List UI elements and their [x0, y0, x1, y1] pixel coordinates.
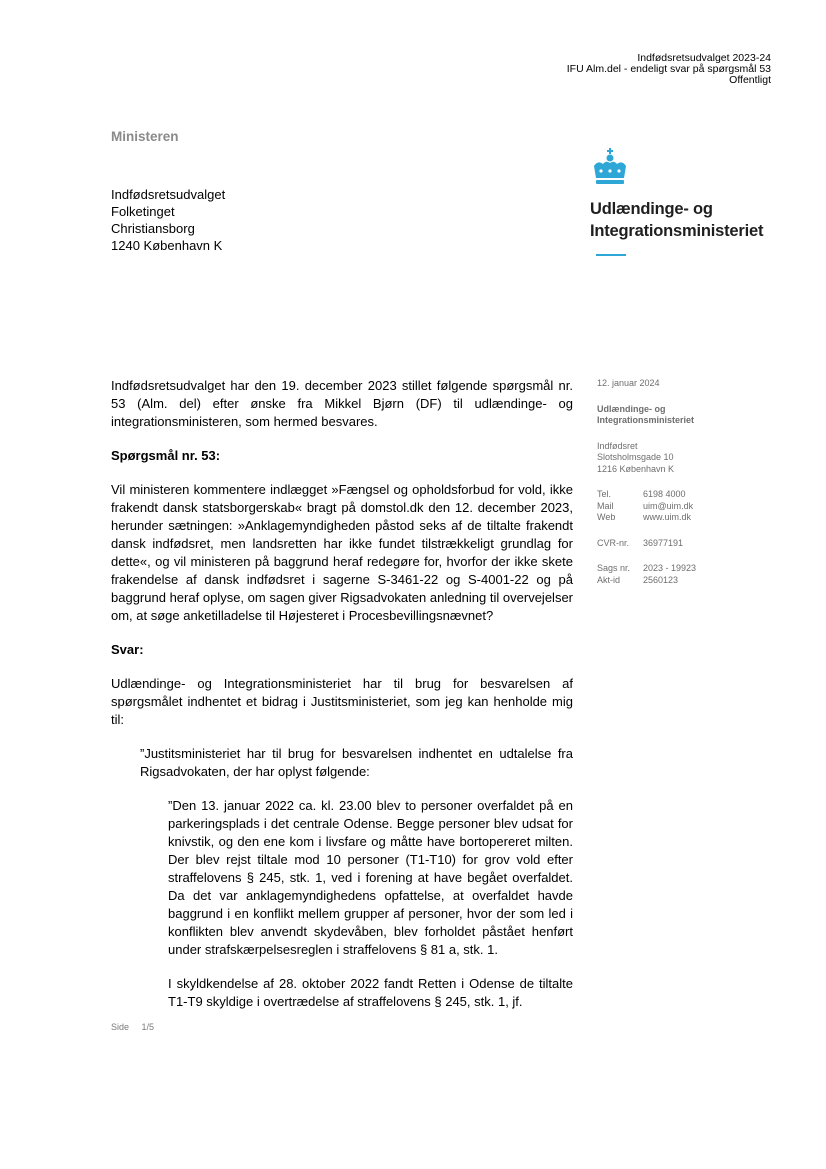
ministry-name-line-1: Udlændinge- og — [590, 200, 713, 218]
contact-value[interactable]: uim@uim.dk — [643, 500, 694, 511]
quote-paragraph-1: ”Justitsministeriet har til brug for besvarelsen indhentet en udtalelse fra Rigsadvokaten, der har oplyst følgende: — [140, 746, 573, 779]
letter-body — [111, 377, 573, 1027]
sidebar-org-line-2: Integrationsministeriet — [597, 415, 695, 425]
sidebar-cvr — [597, 538, 797, 550]
case-row — [597, 575, 797, 587]
sidebar-info — [597, 378, 797, 600]
recipient-line: Folketinget — [111, 204, 175, 219]
header-line-1: Indfødsretsudvalget 2023-24 — [637, 52, 771, 64]
logo-accent-line — [596, 254, 626, 256]
recipient-line: 1240 København K — [111, 238, 223, 253]
cvr-key: CVR-nr. — [597, 537, 630, 548]
page-footer — [111, 1022, 164, 1032]
sidebar-org-line-1: Udlændinge- og — [597, 403, 666, 414]
recipient-address — [111, 186, 225, 254]
sidebar-address-line: Indfødsret — [597, 440, 638, 451]
contact-key: Mail — [597, 500, 614, 511]
sidebar-address-line: Slotsholmsgade 10 — [597, 452, 674, 462]
page-number: 1/5 — [141, 1022, 155, 1032]
sidebar-case — [597, 563, 797, 586]
contact-row — [597, 512, 797, 524]
footer-label: Side — [111, 1022, 130, 1032]
intro-paragraph: Indfødsretsudvalget har den 19. december 2023 stillet følgende spørgsmål nr. 53 (Alm. del) efter ønske fra Mikkel Bjørn (DF) til udlændinge- og integrationsministeren, som hermed besvares. — [111, 378, 573, 429]
case-row — [597, 563, 797, 575]
contact-value[interactable]: www.uim.dk — [643, 512, 692, 522]
quote-paragraph-3: I skyldkendelse af 28. oktober 2022 fandt Retten i Odense de tiltalte T1-T9 skyldige i overtrædelse af straffelovens § 245, stk. 1, jf. — [168, 976, 573, 1009]
question-paragraph: Vil ministeren kommentere indlægget »Fængsel og opholdsforbud for vold, ikke frakendt dansk statsborgerskab« bragt på domstol.dk den 12. december 2023, herunder sætningen: »Anklagemyndigheden påstod seks af de tiltalte frakendt dansk indfødsret, men landsretten har ikke fundet tilstrækkeligt grundlag for dette«, og vil ministeren på baggrund heraf redegøre for, hvorfor der ikke skete frakendelse af dansk indfødsret i sagerne S-3461-22 og S-4001-22 og på baggrund heraf oplyse, om sagen giver Rigsadvokaten anledning til overvejelser om, at søge anketilladelse til Højesteret i Procesbevillingsnævnet? — [111, 482, 573, 623]
ministry-logo — [590, 148, 770, 256]
case-value: 2023 - 19923 — [643, 563, 697, 573]
contact-key: Tel. — [597, 489, 612, 499]
answer-heading: Svar: — [111, 642, 144, 657]
ministry-name-line-2: Integrationsministeriet — [590, 222, 764, 240]
ministry-name — [590, 198, 770, 242]
letter-date: 12. januar 2024 — [597, 378, 660, 388]
sender-label: Ministeren — [111, 129, 179, 144]
question-heading: Spørgsmål nr. 53: — [111, 448, 221, 463]
quote-paragraph-2: ”Den 13. januar 2022 ca. kl. 23.00 blev to personer overfaldet på en parkeringsplads i det centrale Odense. Begge personer blev udsat for knivstik, og den ene kom i livsfare og måtte have bortopereret milten. Der blev rejst tiltale mod 10 personer (T1-T10) for grov vold efter straffelovens § 245, stk. 1, ved i forening at have begået overfaldet. Da det var anklagemyndighedens opfattelse, at overfaldet havde baggrund i en konflikt mellem grupper af personer, hvor der som led i konflikten blev anvendt skydevåben, blev forholdet påstået henført under strafskærpelsesreglen i straffelovens § 81 a, stk. 1. — [168, 798, 573, 957]
sidebar-contact — [597, 489, 797, 524]
contact-row — [597, 489, 797, 501]
crown-icon — [590, 148, 630, 188]
sidebar-org — [597, 404, 797, 427]
case-value: 2560123 — [643, 574, 679, 585]
header-line-2: IFU Alm.del - endeligt svar på spørgsmål 53 — [566, 63, 771, 75]
header-line-3: Offentligt — [729, 74, 771, 86]
document-header — [567, 53, 771, 86]
case-key: Akt-id — [597, 574, 621, 585]
recipient-line: Christiansborg — [111, 221, 195, 236]
contact-value[interactable]: 6198 4000 — [643, 489, 686, 499]
recipient-line: Indfødsretsudvalget — [111, 187, 226, 202]
answer-paragraph: Udlændinge- og Integrationsministeriet har til brug for besvarelsen af spørgsmålet indhentet et bidrag i Justitsministeriet, som jeg kan henholde mig til: — [111, 676, 573, 727]
cvr-row — [597, 538, 797, 550]
sidebar-address — [597, 441, 797, 476]
contact-row — [597, 501, 797, 513]
sidebar-address-line: 1216 København K — [597, 463, 675, 474]
case-key: Sags nr. — [597, 563, 631, 573]
contact-key: Web — [597, 512, 616, 522]
cvr-value: 36977191 — [643, 537, 684, 548]
